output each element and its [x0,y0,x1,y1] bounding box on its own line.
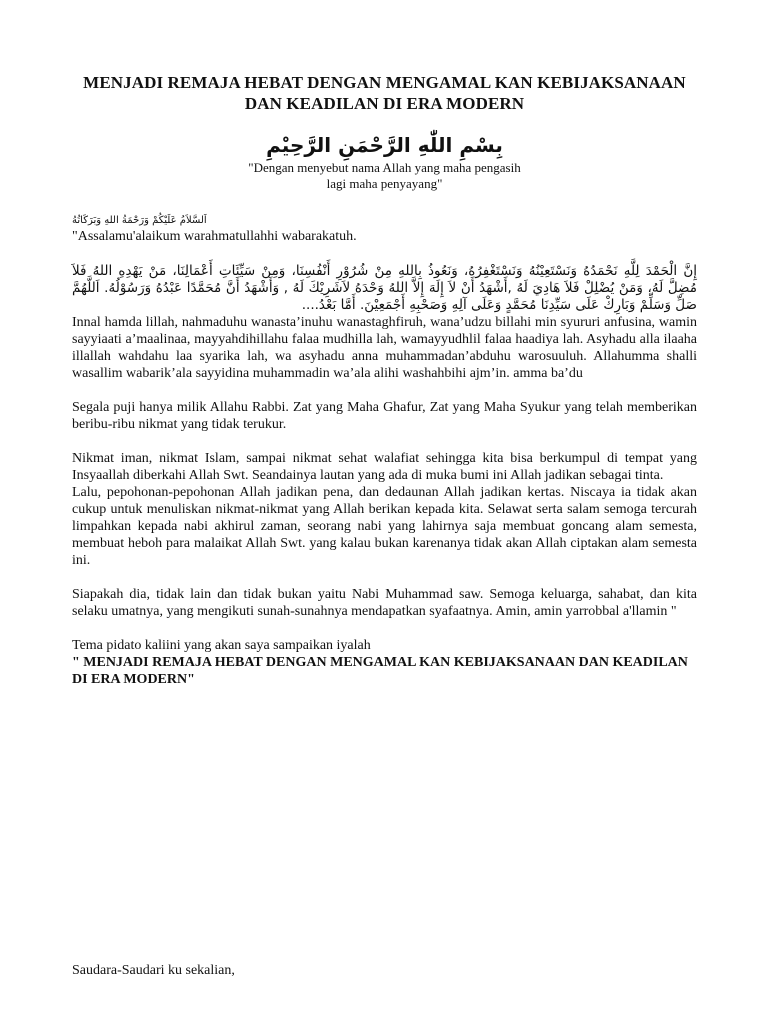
bismillah-translation [72,160,697,192]
paragraph-blessings: Nikmat iman, nikmat Islam, sampai nikmat sehat walafiat sehingga kita bisa berkumpul di tempat yang Insyaallah diberkahi Allah Swt. Seandainya lautan yang ada di muka bumi ini Allah jadikan sebagai tinta. [72,451,697,483]
topic-title: " MENJADI REMAJA HEBAT DENGAN MENGAMAL KAN KEBIJAKSANAAN DAN KEADILAN DI ERA MODERN" [72,655,688,687]
paragraph-trees: Lalu, pepohonan-pepohonan Allah jadikan pena, dan dedaunan Allah jadikan kertas. Niscaya ia tidak akan cukup untuk menuliskan nikmat-nikmat yang Allah berikan kepada kita. Selawat serta salam semoga tercurah limpahkan kepada nabi akhirul zaman, seorang nabi yang lahirnya saja membuat goncang alam semesta, membuat heboh para malaikat Allah Swt. yang kalau bukan karenanya tidak akan Allah ciptakan alam semesta ini. [72,485,697,568]
bismillah-translation-line2: lagi maha penyayang" [326,176,443,191]
opening-arabic: إِنَّ الْحَمْدَ لِلَّهِ نَحْمَدُهُ وَنَسْتَعِيْنُهُ وَنَسْتَغْفِرُهُ، وَنَعُوذُ بِاللهِ مِنْ شُرُوْرِ أَنْفُسِنَا، وَمِنْ سَيِّئَاتِ أَعْمَالِنَا، مَنْ يَهْدِهِ اللهُ فَلاَ مُضِلَّ لَهُ، وَمَنْ يُضْلِلْ فَلاَ هَادِيَ لَهُ ,أَشْهَدُ أَنْ لاَ إِلَهَ إِلاَّ اللهُ وَحْدَهُ لاَشَرِيْكَ لَهُ , وَأَشْهَدُ أَنَّ مُحَمَّدًا عَبْدُهُ وَرَسُوْلُهُ. اَللَّهُمَّ صَلِّ وَسَلِّمْ وَبَارِكْ عَلَى سَيِّدِنَا مُحَمَّدٍ وَعَلَى آلِهِ وَصَحْبِهِ أَجْمَعِيْنَ. أَمَّا بَعْدُ.... [72,263,697,313]
closing-salutation: Saudara-Saudari ku sekalian, [72,963,235,978]
topic-intro: Tema pidato kaliini yang akan saya sampaikan iyalah [72,638,371,653]
document-title: MENJADI REMAJA HEBAT DENGAN MENGAMAL KAN KEBIJAKSANAAN DAN KEADILAN DI ERA MODERN [83,73,686,113]
greeting-arabic: اَلسَّلاَمُ عَلَيْكُمْ وَرَحْمَةُ اللهِ وَبَرَكَاتُهُ [72,215,207,226]
bismillah-translation-line1: "Dengan menyebut nama Allah yang maha pengasih [248,160,521,175]
paragraph-prophet: Siapakah dia, tidak lain dan tidak bukan yaitu Nabi Muhammad saw. Semoga keluarga, sahabat, dan kita selaku umatnya, yang mengikuti sunah-sunahnya mendapatkan syafaatnya. Amin, amin yarrobbal a'llamin " [72,587,697,619]
opening-latin: Innal hamda lillah, nahmaduhu wanasta’inuhu wanastaghfiruh, wana’udzu billahi min syururi anfusina, wamin sayyiaati a’maalinaa, mayyahdihillahu falaa mudhilla lah, wamayyudhlil falaa haadiya lah. Asyhadu alla ilaaha illallah wahdahu laa syarika lah, wa asyhadu anna muhammadan’abduhu warosuuluh. Allahumma shalli wasallim wabarik’ala sayyidina muhammadin wa’ala alihi washahbihi ajm’in. amma ba’du [72,315,697,381]
greeting-latin: "Assalamu'alaikum warahmatullahhi wabarakatuh. [72,229,357,244]
document-page [72,72,697,688]
paragraph-praise: Segala puji hanya milik Allahu Rabbi. Zat yang Maha Ghafur, Zat yang Maha Syukur yang telah memberikan beribu-ribu nikmat yang tidak terukur. [72,400,697,432]
bismillah-arabic: بِسْمِ اللّٰهِ الرَّحْمَنِ الرَّحِيْمِ [266,133,503,157]
